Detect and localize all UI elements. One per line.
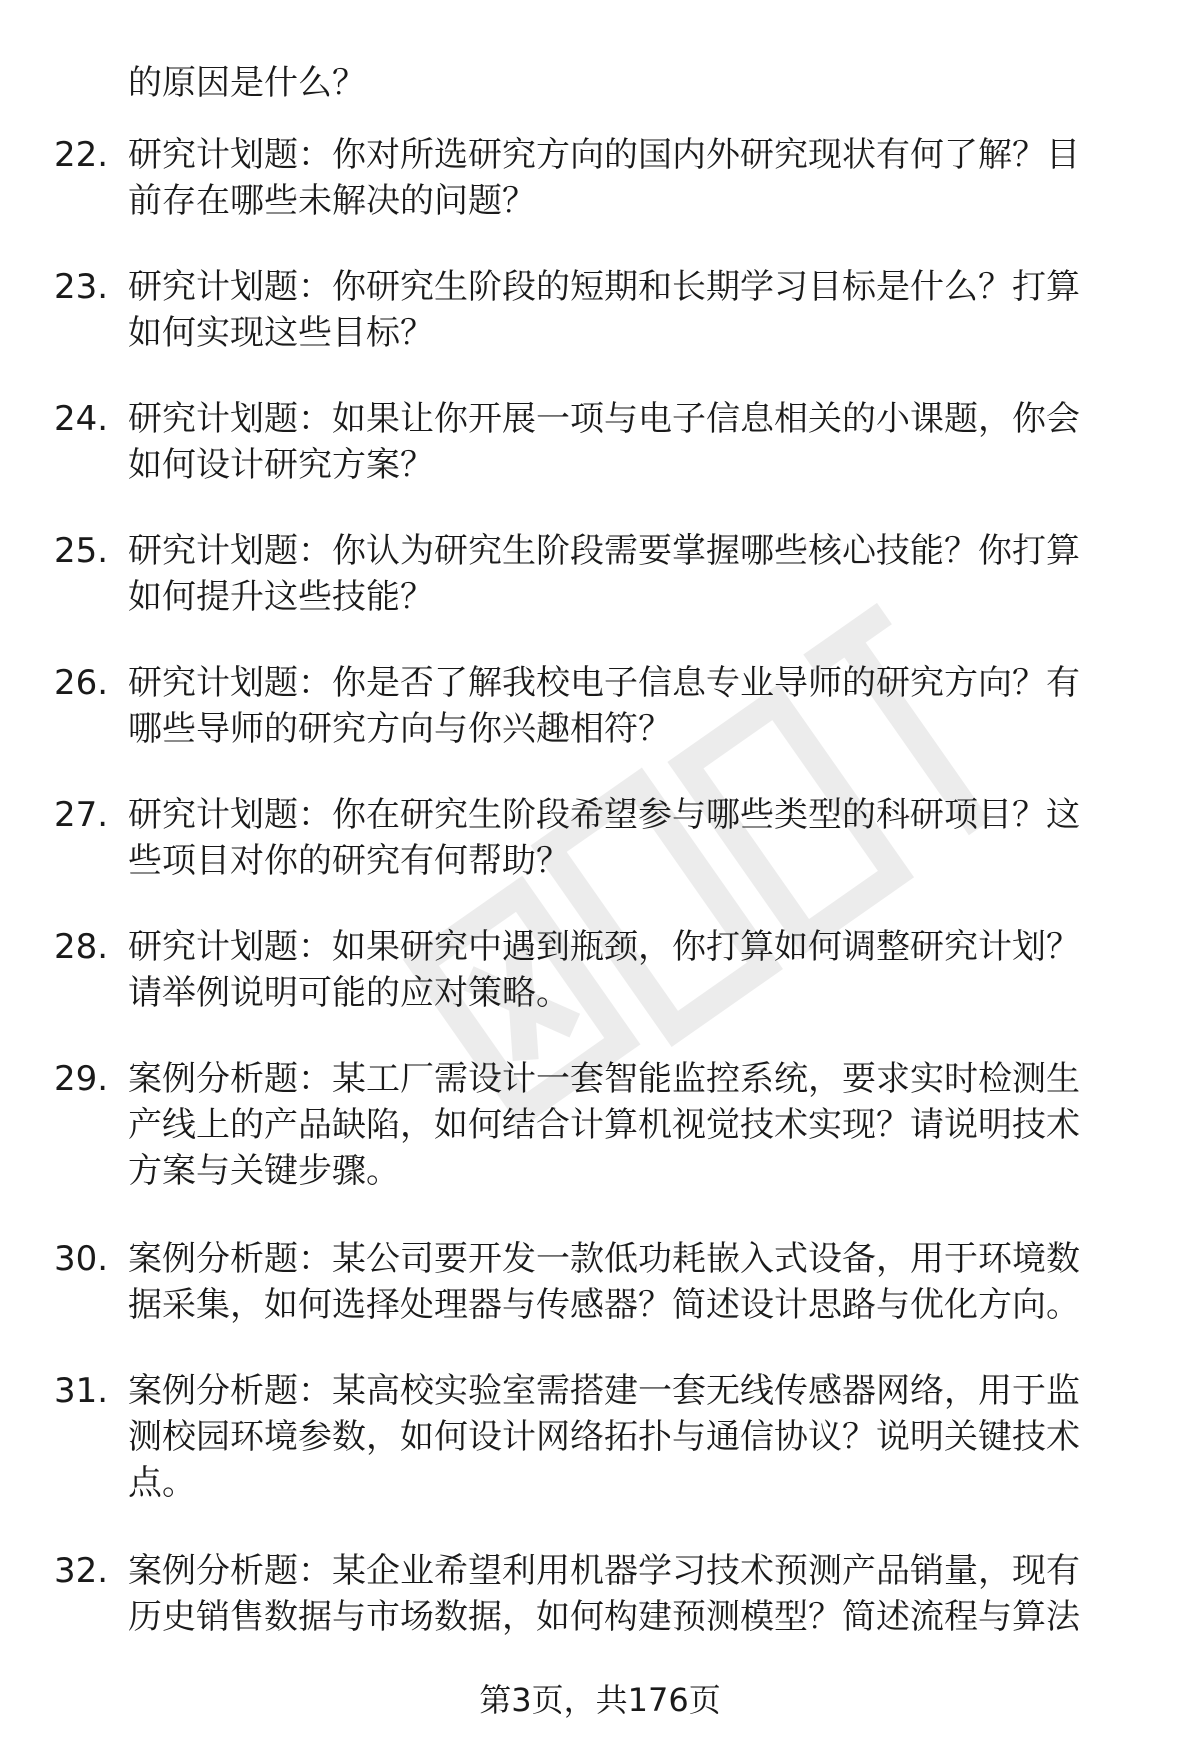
question-number: 31. — [54, 1371, 109, 1411]
question-text-line: 方案与关键步骤。 — [128, 1151, 400, 1191]
question-number: 26. — [54, 663, 109, 703]
question-text-line: 研究计划题：如果让你开展一项与电子信息相关的小课题，你会 — [128, 399, 1080, 439]
question-text-line: 案例分析题：某工厂需设计一套智能监控系统，要求实时检测生 — [128, 1059, 1080, 1099]
question-text-line: 研究计划题：你研究生阶段的短期和长期学习目标是什么？打算 — [128, 267, 1080, 307]
question-number: 22. — [54, 135, 109, 175]
question-number: 27. — [54, 795, 109, 835]
question-text-line: 据采集，如何选择处理器与传感器？简述设计思路与优化方向。 — [128, 1285, 1080, 1325]
question-text-line: 点。 — [128, 1463, 196, 1503]
question-text-line: 案例分析题：某公司要开发一款低功耗嵌入式设备，用于环境数 — [128, 1239, 1080, 1279]
continued-question-text: 的原因是什么？ — [128, 63, 366, 103]
question-text-line: 案例分析题：某企业希望利用机器学习技术预测产品销量，现有 — [128, 1551, 1080, 1591]
question-text-line: 研究计划题：你是否了解我校电子信息专业导师的研究方向？有 — [128, 663, 1080, 703]
question-number: 30. — [54, 1239, 109, 1279]
question-text-line: 哪些导师的研究方向与你兴趣相符？ — [128, 709, 672, 749]
question-text-line: 测校园环境参数，如何设计网络拓扑与通信协议？说明关键技术 — [128, 1417, 1080, 1457]
question-text-line: 如何设计研究方案？ — [128, 445, 434, 485]
question-text-line: 如何提升这些技能？ — [128, 577, 434, 617]
question-text-line: 产线上的产品缺陷，如何结合计算机视觉技术实现？请说明技术 — [128, 1105, 1080, 1145]
question-number: 29. — [54, 1059, 109, 1099]
question-number: 24. — [54, 399, 109, 439]
question-text-line: 些项目对你的研究有何帮助？ — [128, 841, 570, 881]
question-text-line: 请举例说明可能的应对策略。 — [128, 973, 570, 1013]
page-number-footer: 第3页，共176页 — [479, 1681, 721, 1719]
question-number: 23. — [54, 267, 109, 307]
question-text-line: 如何实现这些目标？ — [128, 313, 434, 353]
question-number: 28. — [54, 927, 109, 967]
question-number: 32. — [54, 1551, 109, 1591]
question-text-line: 前存在哪些未解决的问题？ — [128, 181, 536, 221]
question-text-line: 历史销售数据与市场数据，如何构建预测模型？简述流程与算法 — [128, 1597, 1080, 1637]
question-number: 25. — [54, 531, 109, 571]
question-text-line: 研究计划题：你对所选研究方向的国内外研究现状有何了解？目 — [128, 135, 1080, 175]
question-text-line: 案例分析题：某高校实验室需搭建一套无线传感器网络，用于监 — [128, 1371, 1080, 1411]
question-text-line: 研究计划题：你在研究生阶段希望参与哪些类型的科研项目？这 — [128, 795, 1080, 835]
question-text-line: 研究计划题：如果研究中遇到瓶颈，你打算如何调整研究计划？ — [128, 927, 1080, 967]
question-text-line: 研究计划题：你认为研究生阶段需要掌握哪些核心技能？你打算 — [128, 531, 1080, 571]
